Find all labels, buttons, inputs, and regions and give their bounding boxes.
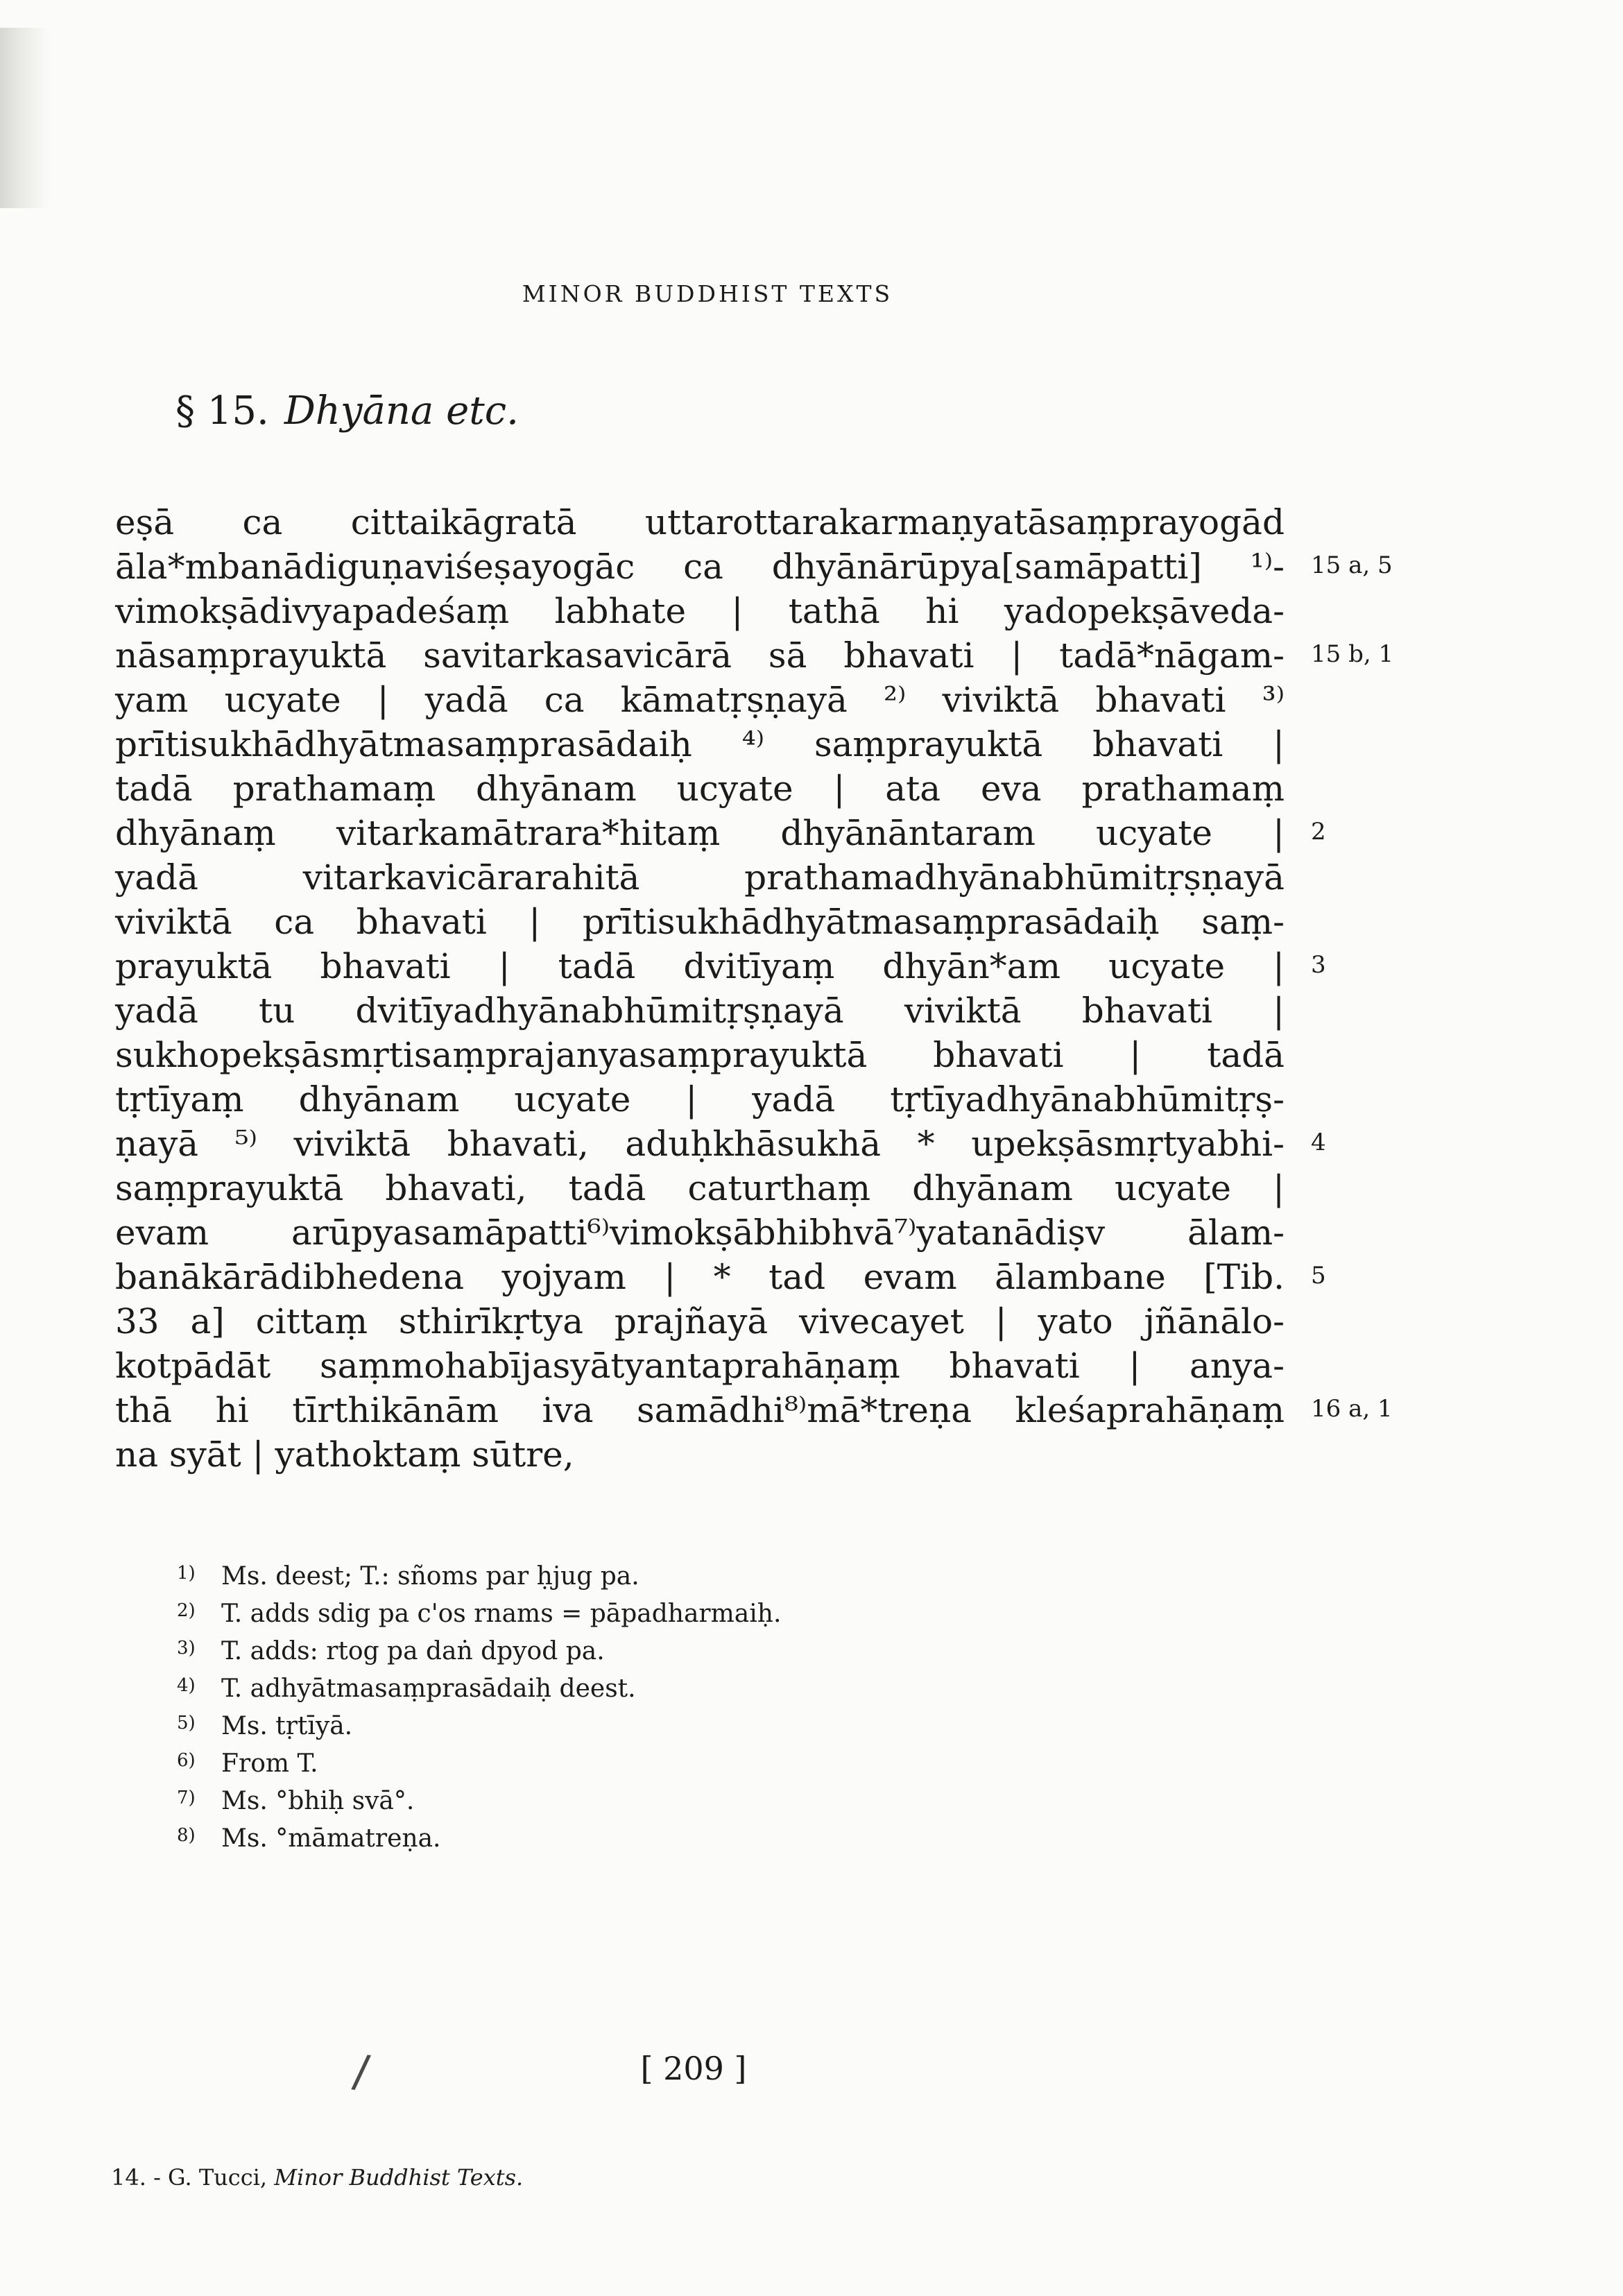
pencil-mark: /: [350, 2045, 372, 2099]
footnote: [177, 1782, 414, 1817]
body-line: kotpādāt saṃmohabījasyātyantaprahāṇaṃ bhavati | anya-: [115, 1346, 1285, 1386]
footnote-text: Ms. °bhiḥ svā°.: [221, 1787, 415, 1815]
body-line: saṃprayuktā bhavati, tadā caturthaṃ dhyānam ucyate |: [115, 1168, 1285, 1208]
footnote-text: Ms. °māmatreṇa.: [221, 1824, 441, 1853]
margin-ref: 5: [1311, 1262, 1326, 1290]
body-line: 33 a] cittaṃ sthirīkṛtya prajñayā vivecayet | yato jñānālo-: [115, 1301, 1285, 1342]
footnote-mark: 8): [177, 1825, 196, 1846]
running-head: MINOR BUDDHIST TEXTS: [522, 280, 893, 307]
body-line: nāsaṃprayuktā savitarkasavicārā sā bhavati | tadā*nāgam-: [115, 635, 1285, 676]
footnote-text: T. adds: rtog pa daṅ dpyod pa.: [221, 1637, 605, 1665]
body-line: tṛtīyaṃ dhyānam ucyate | yadā tṛtīyadhyānabhūmitṛṣ-: [115, 1079, 1285, 1120]
body-line: ṇayā ⁵⁾ viviktā bhavati, aduḥkhāsukhā * upekṣāsmṛtyabhi-: [115, 1124, 1285, 1164]
section-heading: [175, 388, 519, 434]
footnote: [177, 1819, 441, 1855]
body-line: tadā prathamaṃ dhyānam ucyate | ata eva prathamaṃ: [115, 769, 1285, 809]
body-line: prītisukhādhyātmasaṃprasādaiḥ ⁴⁾ saṃprayuktā bhavati |: [115, 724, 1285, 764]
body-line: eṣā ca cittaikāgratā uttarottarakarmaṇyatāsaṃprayogād: [115, 502, 1285, 542]
body-line: āla*mbanādiguṇaviśeṣayogāc ca dhyānārūpya[samāpatti] ¹⁾-: [115, 547, 1285, 587]
body-line: dhyānaṃ vitarkamātrara*hitaṃ dhyānāntaram ucyate |: [115, 813, 1285, 853]
footnote: [177, 1632, 605, 1668]
footnote-mark: 6): [177, 1750, 196, 1771]
scan-edge-shadow: [0, 28, 49, 208]
margin-ref: 2: [1311, 818, 1326, 846]
body-line: na syāt | yathoktaṃ sūtre,: [115, 1434, 574, 1475]
margin-ref: 3: [1311, 951, 1326, 979]
body-line: thā hi tīrthikānām iva samādhi⁸⁾mā*treṇa kleśaprahāṇaṃ: [115, 1390, 1285, 1430]
footnote: [177, 1557, 639, 1593]
body-line: viviktā ca bhavati | prītisukhādhyātmasaṃprasādaiḥ saṃ-: [115, 902, 1285, 942]
body-line: vimokṣādivyapadeśaṃ labhate | tathā hi yadopekṣāveda-: [115, 591, 1285, 631]
section-number: § 15.: [175, 388, 269, 434]
footnote-text: T. adhyātmasaṃprasādaiḥ deest.: [221, 1674, 636, 1703]
signature-prefix: 14. - G. Tucci,: [111, 2164, 268, 2191]
margin-ref: 4: [1311, 1129, 1326, 1156]
footnote: [177, 1707, 352, 1742]
footnote-mark: 3): [177, 1638, 196, 1659]
footnote-mark: 5): [177, 1713, 196, 1733]
margin-ref: 16 a, 1: [1311, 1395, 1393, 1423]
footnote-mark: 4): [177, 1675, 196, 1696]
body-line: banākārādibhedena yojyam | * tad evam ālambane [Tib.: [115, 1257, 1285, 1297]
body-line: sukhopekṣāsmṛtisaṃprajanyasaṃprayuktā bhavati | tadā: [115, 1035, 1285, 1075]
footnote-text: T. adds sdig pa c'os rnams = pāpadharmaiḥ.: [221, 1600, 782, 1628]
section-name: Dhyāna etc.: [284, 388, 519, 434]
margin-ref: 15 b, 1: [1311, 640, 1394, 668]
footnote-text: From T.: [221, 1749, 318, 1778]
footnote: [177, 1745, 318, 1780]
footnote-mark: 1): [177, 1563, 196, 1584]
page-number: [ 209 ]: [640, 2050, 747, 2087]
printer-signature: [111, 2164, 523, 2191]
signature-title: Minor Buddhist Texts.: [274, 2164, 524, 2191]
body-line: prayuktā bhavati | tadā dvitīyaṃ dhyān*am ucyate |: [115, 946, 1285, 986]
footnote: [177, 1670, 636, 1705]
body-line: yadā tu dvitīyadhyānabhūmitṛṣṇayā viviktā bhavati |: [115, 991, 1285, 1031]
body-line: yadā vitarkavicārarahitā prathamadhyānabhūmitṛṣṇayā: [115, 857, 1285, 898]
margin-ref: 15 a, 5: [1311, 551, 1393, 579]
footnote-mark: 2): [177, 1600, 196, 1621]
footnote: [177, 1595, 781, 1630]
body-line: yam ucyate | yadā ca kāmatṛṣṇayā ²⁾ viviktā bhavati ³⁾: [115, 680, 1285, 720]
footnote-text: Ms. deest; T.: sñoms par ḥjug pa.: [221, 1562, 639, 1591]
footnote-mark: 7): [177, 1788, 196, 1808]
footnote-text: Ms. tṛtīyā.: [221, 1712, 353, 1740]
body-line: evam arūpyasamāpatti⁶⁾vimokṣābhibhvā⁷⁾yatanādiṣv ālam-: [115, 1213, 1285, 1253]
